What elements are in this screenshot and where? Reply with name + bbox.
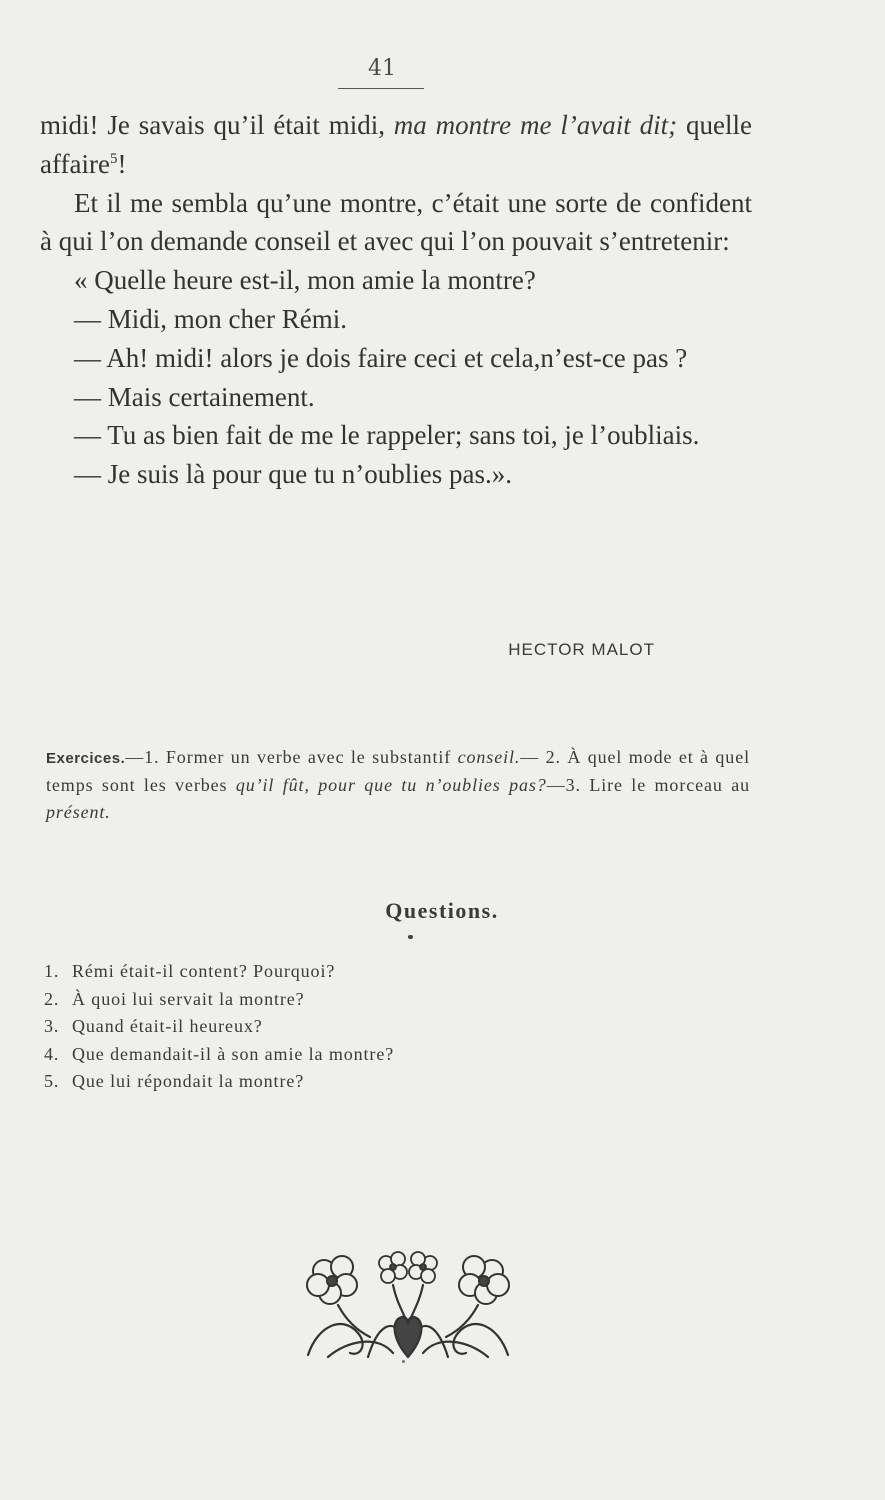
- exercises-label: Exercices.: [46, 750, 126, 767]
- question-text: Rémi était-il content? Pourquoi?: [72, 961, 336, 981]
- question-text: Que lui répondait la montre?: [72, 1071, 305, 1091]
- exercise-italic-1: conseil.: [457, 747, 521, 767]
- exercise-part-2: — 2. À quel mode et à quel temps sont les verbes: [46, 747, 750, 795]
- question-number: 5.: [44, 1071, 60, 1091]
- paragraph-1-start: midi! Je savais qu’il était midi,: [40, 110, 394, 140]
- dialogue-line-1: « Quelle heure est-il, mon amie la montre?: [74, 265, 536, 296]
- question-number: 2.: [44, 988, 60, 1009]
- question-text: Quand était-il heureux?: [72, 1016, 263, 1036]
- story-text: [40, 106, 752, 494]
- footnote-marker: 5: [109, 150, 118, 167]
- page-number-rule: [338, 88, 424, 89]
- floral-ornament-icon: [298, 1245, 518, 1360]
- question-number: 3.: [44, 1016, 60, 1036]
- question-text: Que demandait-il à son amie la montre?: [72, 1043, 395, 1064]
- question-number: 1.: [44, 961, 60, 981]
- dialogue-line-5: — Tu as bien fait de me le rappeler; sans toi, je l’oubliais.: [74, 420, 700, 451]
- heading-ornament-dot: [408, 935, 413, 939]
- paragraph-1-italic: ma montre me l’avait dit;: [393, 110, 678, 140]
- exercises-block: [46, 744, 750, 826]
- question-item: [44, 958, 564, 986]
- questions-list: [44, 958, 564, 1096]
- page-number: 41: [368, 56, 396, 81]
- dialogue-line-2: — Midi, mon cher Rémi.: [74, 303, 347, 334]
- dialogue-line-3: — Ah! midi! alors je dois faire ceci et cela,n’est-ce pas ?: [74, 342, 688, 373]
- exercise-part-3: —3. Lire le morceau au: [546, 775, 750, 795]
- paragraph-1-middle: quelle affaire: [40, 110, 752, 179]
- dialogue-line-4: — Mais certainement.: [74, 381, 315, 412]
- paragraph-1: [40, 106, 752, 184]
- author-signature: HECTOR MALOT: [508, 640, 655, 659]
- question-item: [44, 1041, 564, 1069]
- question-item: [44, 1068, 564, 1096]
- question-number: 4.: [44, 1043, 60, 1064]
- question-item: [44, 986, 564, 1014]
- paragraph-2: Et il me sembla qu’une montre, c’était une sorte de confident à qui l’on demande conseil et avec qui l’on pouvait s’entretenir:: [40, 187, 752, 257]
- paragraph-1-end: !: [117, 148, 127, 179]
- exercise-italic-3: présent.: [46, 802, 111, 822]
- exercise-part-1: —1. Former un verbe avec le substantif: [125, 747, 458, 767]
- question-item: [44, 1013, 564, 1041]
- dialogue-line-6: — Je suis là pour que tu n’oublies pas.».: [74, 459, 512, 490]
- page-speck: [402, 1360, 405, 1363]
- question-text: À quoi lui servait la montre?: [72, 988, 305, 1009]
- exercise-italic-2: qu’il fût, pour que tu n’oublies pas?: [235, 775, 547, 795]
- questions-heading: Questions.: [385, 898, 499, 923]
